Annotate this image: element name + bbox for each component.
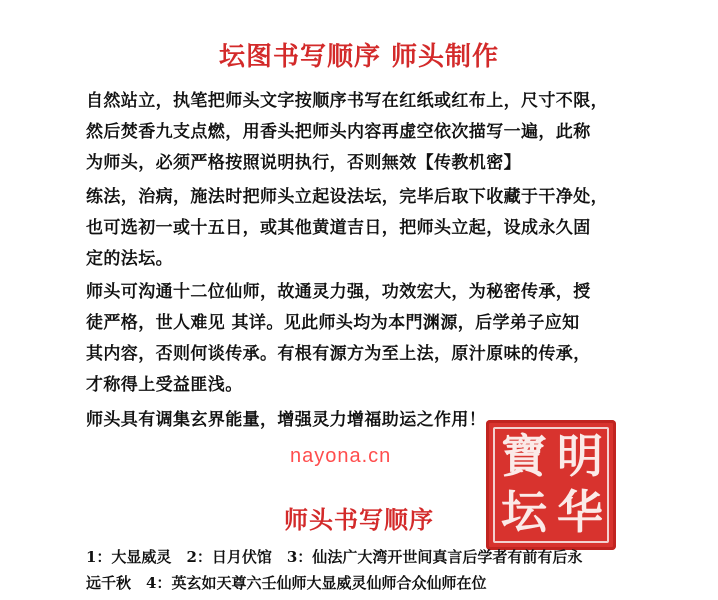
paragraph-line: 练法，治病，施法时把师头立起设法坛，完毕后取下收藏于干净处，	[86, 187, 608, 207]
document-title: 坛图书写顺序 师头制作	[218, 42, 500, 72]
watermark-text: nayona.cn	[290, 445, 392, 467]
seal-character: 华	[557, 485, 603, 539]
paragraph-line: 定的法坛。	[86, 249, 173, 269]
section-subtitle: 师头书写顺序	[284, 505, 434, 534]
paragraph-line: 徒严格，世人难见 其详。见此师头均为本門渊源，后学弟子应知	[86, 313, 580, 333]
paragraph-3	[86, 277, 646, 401]
sequence-line: 远千秋 4：英玄如天尊六壬仙师大显威灵仙师合众仙师在位	[86, 574, 487, 592]
paragraph-line: 其内容，否则何谈传承。有根有源方为至上法，原汁原味的传承，	[86, 344, 591, 364]
paragraph-line: 也可选初一或十五日，或其他黄道吉日，把师头立起，设成永久固	[86, 218, 591, 238]
paragraph-line: 师头可沟通十二位仙师，故通灵力强，功效宏大，为秘密传承，授	[86, 282, 591, 302]
seal-character: 明	[557, 429, 603, 483]
paragraph-line: 为师头，必须严格按照说明执行，否则無效【传教机密】	[86, 153, 521, 173]
paragraph-line: 自然站立，执笔把师头文字按顺序书写在红纸或红布上，尺寸不限，	[86, 91, 608, 111]
paragraph-line: 才称得上受益匪浅。	[86, 375, 243, 395]
paragraph-line: 师头具有调集玄界能量，增强灵力增福助运之作用！	[86, 410, 487, 430]
seal-character: 坛	[501, 485, 547, 539]
paragraph-2	[86, 182, 646, 275]
paragraph-line: 然后焚香九支点燃，用香头把师头内容再虚空依次描写一遍，此称	[86, 122, 591, 142]
sequence-line: 1：大显威灵 2：日月伏馆 3：仙法广大湾开世间真言后学者有前有后永	[86, 548, 583, 566]
seal-character: 寶	[501, 429, 547, 483]
paragraph-1	[86, 86, 646, 179]
